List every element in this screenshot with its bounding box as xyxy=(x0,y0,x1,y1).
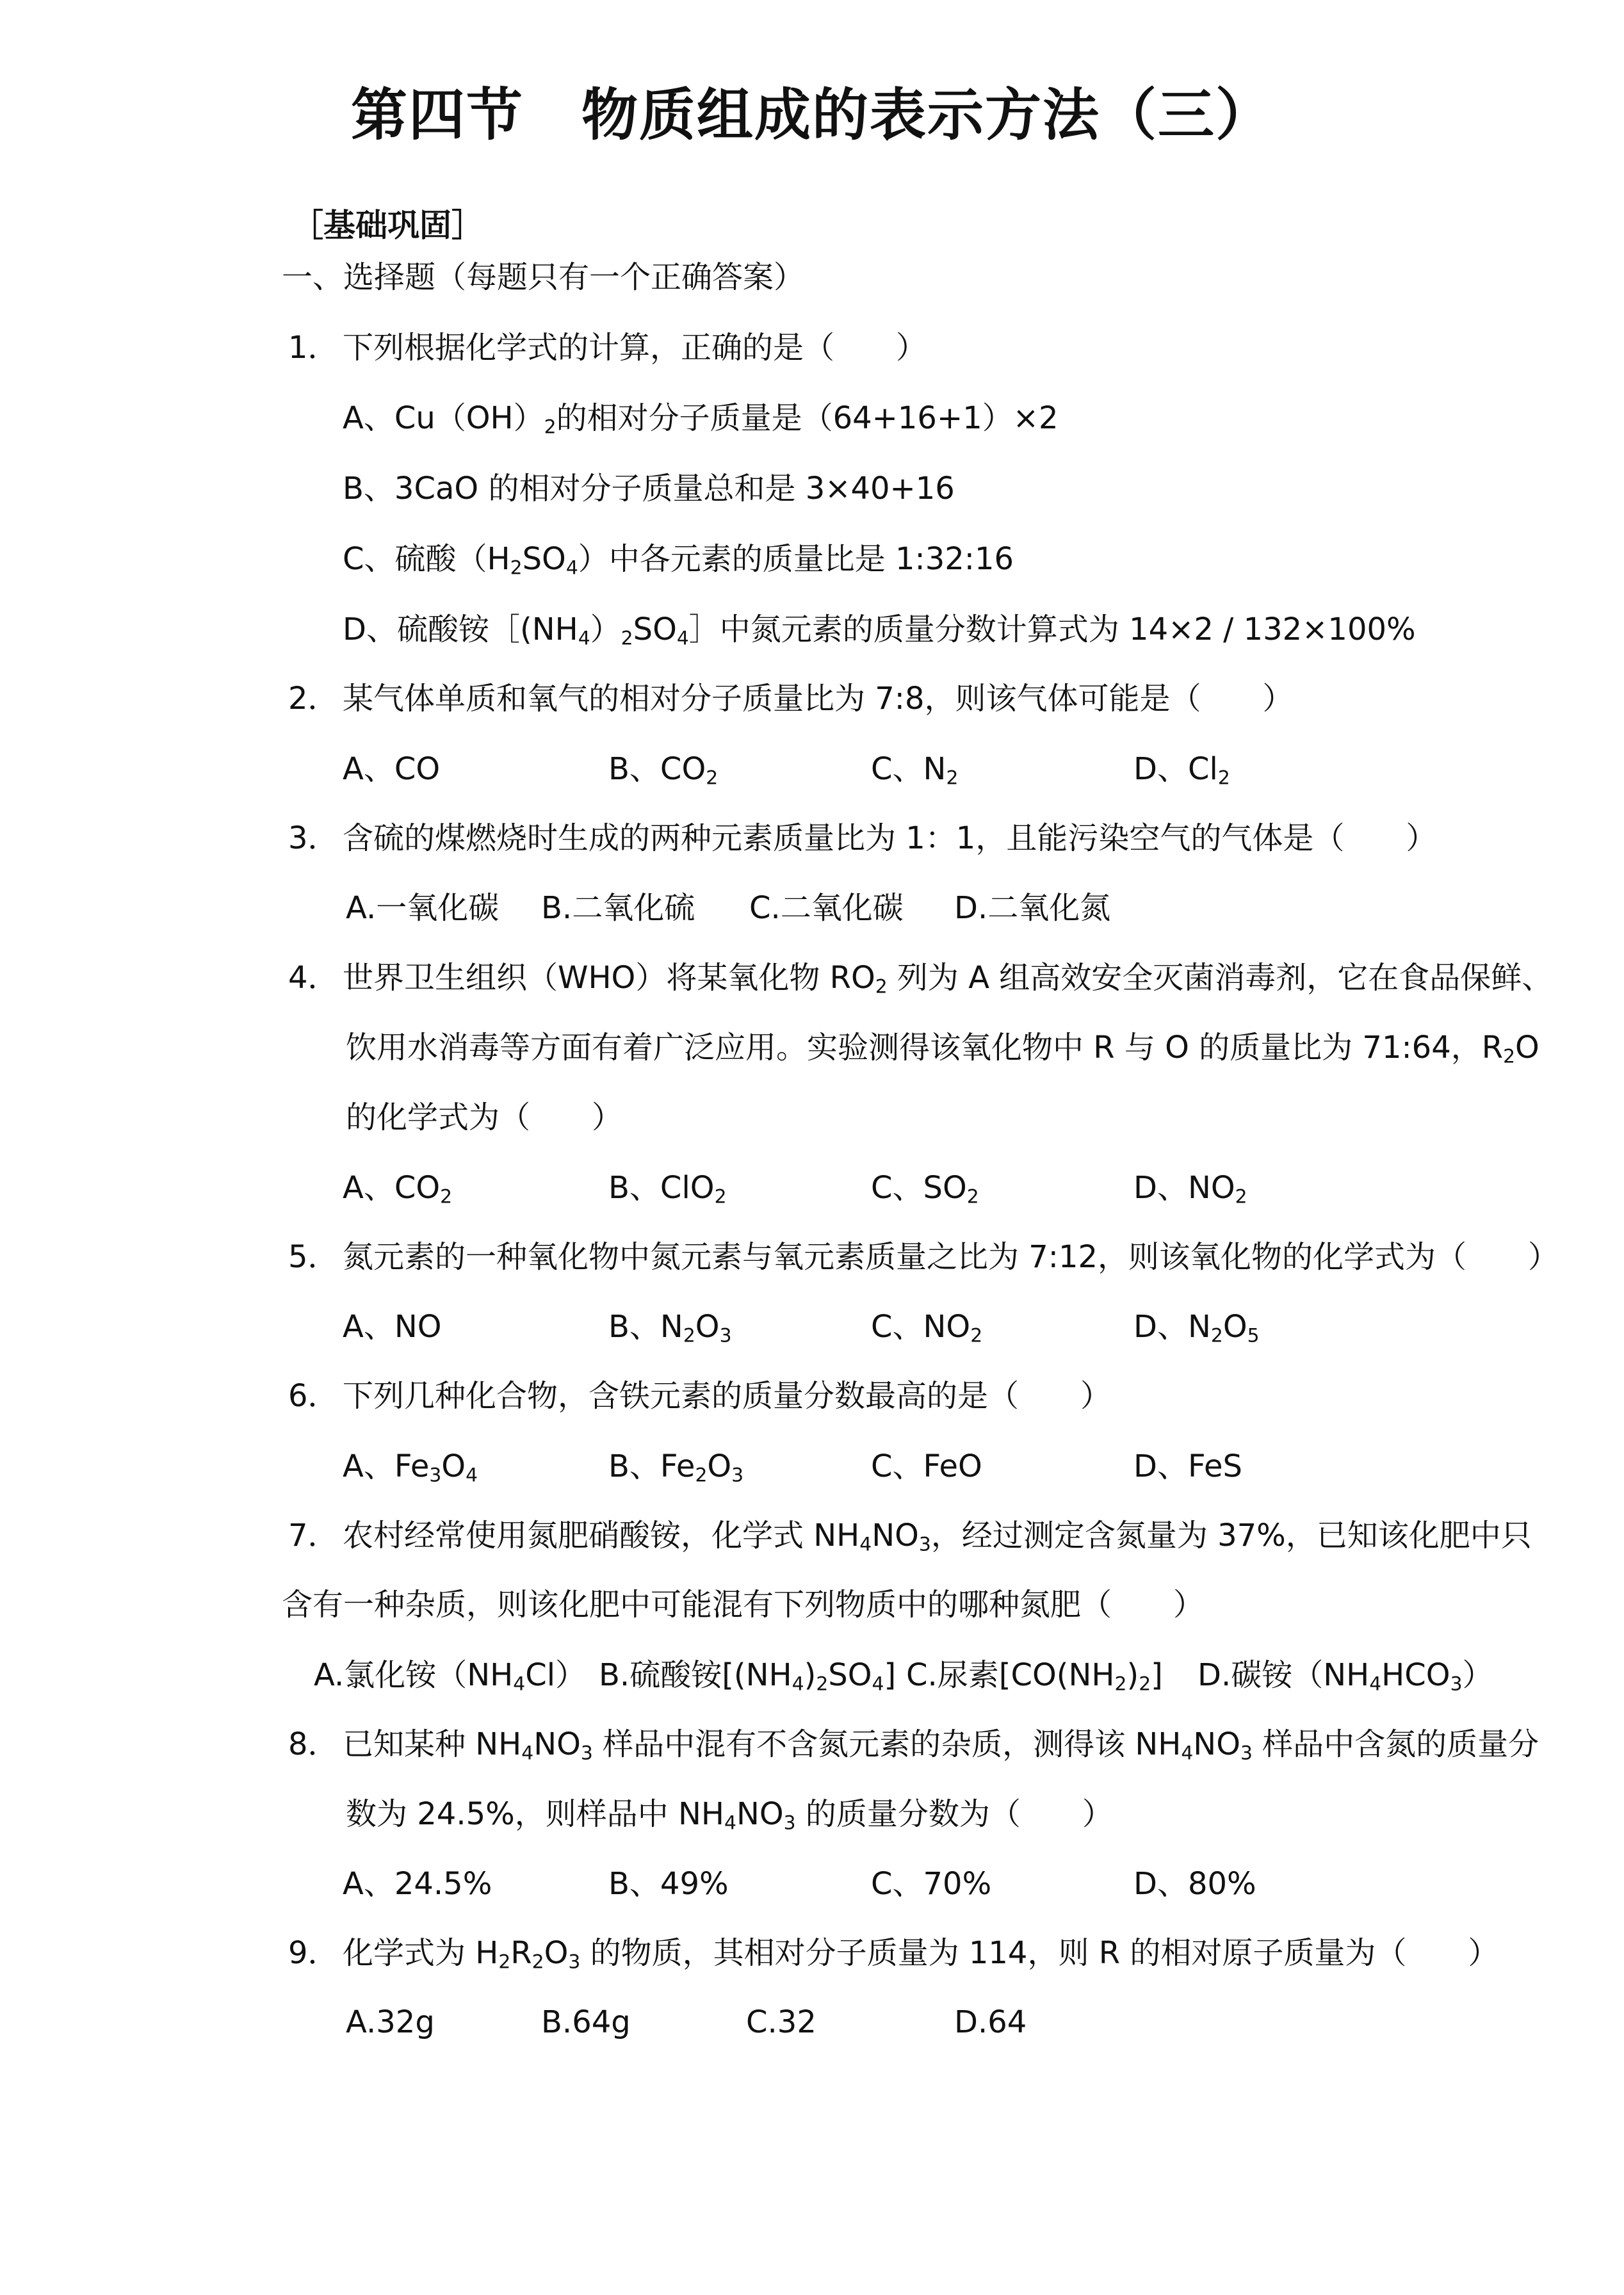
question-number: 5． xyxy=(288,1239,339,1275)
option-d: D.碳铵$(NH_4HCO_3)$ xyxy=(1198,1657,1493,1696)
question-stem: 含硫的煤燃烧时生成的两种元素质量比为 1：1，且能污染空气的气体是（ ） xyxy=(343,820,1437,856)
option-a: A、$Fe_3O_4$ xyxy=(343,1448,478,1487)
question-4: 4． 世界卫生组织（WHO）将某氧化物 $RO_2$ 列为 A 组高效安全灭菌消毒剂，它在食品保鲜、 xyxy=(288,960,1553,998)
option-a: A、NO xyxy=(343,1309,442,1345)
question-stem: 某气体单质和氧气的相对分子质量比为 7:8，则该气体可能是（ ） xyxy=(343,681,1294,717)
question-3 xyxy=(288,820,1436,857)
question-7-line-2: 含有一种杂质，则该化肥中可能混有下列物质中的哪种氮肥（ ） xyxy=(282,1587,1205,1623)
option-d: D、$N_2O_5$ xyxy=(1133,1309,1260,1347)
option-c: C、$NO_2$ xyxy=(871,1309,983,1347)
question-5 xyxy=(288,1239,1559,1276)
question-number: 6． xyxy=(288,1378,339,1414)
option-d: D、硫酸铵$[(NH_4)_2SO_4]$中氮元素的质量分数计算式为 14×2 / 132×100% xyxy=(343,612,1416,650)
question-9: 9． 化学式为 $H_2R_2O_3$ 的物质，其相对分子质量为 114，则 R 的相对原子质量为（ ） xyxy=(288,1935,1499,1974)
question-4-line-3: 的化学式为（ ） xyxy=(346,1099,623,1135)
option-a: A.32g xyxy=(346,2004,435,2040)
option-d: D.64 xyxy=(954,2004,1027,2040)
question-7: 7． 农村经常使用氮肥硝酸铵，化学式 $NH_4NO_3$，经过测定含氮量为 37%，已知该化肥中只 xyxy=(288,1518,1532,1556)
section-heading: ［基础巩固］ xyxy=(291,207,483,244)
question-1 xyxy=(288,330,927,367)
question-number: 8． xyxy=(288,1726,339,1762)
page-title: 第四节 物质组成的表示方法（三） xyxy=(350,82,1273,148)
question-number: 2． xyxy=(288,681,339,717)
option-b: B.二氧化硫 xyxy=(541,890,695,926)
question-number: 9． xyxy=(288,1935,339,1971)
option-a: A、24.5% xyxy=(343,1866,492,1902)
option-b: B.64g xyxy=(541,2004,631,2040)
option-c: C.32 xyxy=(746,2004,816,2040)
option-b: B、$N_2O_3$ xyxy=(608,1309,732,1347)
option-c: C、70% xyxy=(871,1866,992,1902)
option-a: A、$CO_2$ xyxy=(343,1170,453,1208)
option-c: C、硫酸$(H_2SO_4)$中各元素的质量比是 1:32:16 xyxy=(343,541,1014,580)
question-number: 7． xyxy=(288,1518,339,1553)
question-6 xyxy=(288,1378,1111,1415)
question-4-line-2: 饮用水消毒等方面有着广泛应用。实验测得该氧化物中 R 与 O 的质量比为 71:64，$R_2O$ xyxy=(346,1030,1539,1068)
option-d: D.二氧化氮 xyxy=(954,890,1111,926)
option-b: B、ClO$_2$ xyxy=(608,1170,727,1208)
option-c: C、FeO xyxy=(871,1448,982,1484)
option-a: A、$Cu(OH)_2$的相对分子质量是（64+16+1）×2 xyxy=(343,400,1059,439)
option-d: D、80% xyxy=(1133,1866,1256,1902)
option-b: B.硫酸铵$[(NH_4)_2SO_4]$ xyxy=(599,1657,897,1696)
option-b: B、3CaO 的相对分子质量总和是 3×40+16 xyxy=(343,471,955,507)
question-number: 4． xyxy=(288,960,339,996)
option-c: C.尿素$[CO(NH_2)_2]$ xyxy=(906,1657,1163,1696)
option-a: A.一氧化碳 xyxy=(346,890,499,926)
option-c: C、$N_2$ xyxy=(871,751,959,790)
question-8-line-2: 数为 24.5%，则样品中 $NH_4NO_3$ 的质量分数为（ ） xyxy=(346,1796,1113,1835)
question-2 xyxy=(288,681,1294,718)
option-a: A、CO xyxy=(343,751,441,787)
option-b: B、49% xyxy=(608,1866,729,1902)
option-d: D、$NO_2$ xyxy=(1133,1170,1247,1208)
question-stem: 氮元素的一种氧化物中氮元素与氧元素质量之比为 7:12，则该氧化物的化学式为（ ） xyxy=(343,1239,1559,1275)
option-b: B、$Fe_2O_3$ xyxy=(608,1448,744,1487)
option-b: B、$CO_2$ xyxy=(608,751,719,790)
question-number: 1． xyxy=(288,330,339,366)
option-a: A.氯化铵$(NH_4Cl)$ xyxy=(314,1657,587,1696)
question-stem: 下列根据化学式的计算，正确的是（ ） xyxy=(343,330,927,366)
option-c: C.二氧化碳 xyxy=(749,890,904,926)
part-heading: 一、选择题（每题只有一个正确答案） xyxy=(282,259,805,295)
option-c: C、$SO_2$ xyxy=(871,1170,979,1208)
question-number: 3． xyxy=(288,820,339,856)
option-d: D、$Cl_2$ xyxy=(1133,751,1230,790)
option-d: D、FeS xyxy=(1133,1448,1242,1484)
question-8: 8． 已知某种 $NH_4NO_3$ 样品中混有不含氮元素的杂质，测得该 $NH_4NO_3$ 样品中含氮的质量分 xyxy=(288,1726,1539,1765)
question-stem: 下列几种化合物，含铁元素的质量分数最高的是（ ） xyxy=(343,1378,1112,1414)
